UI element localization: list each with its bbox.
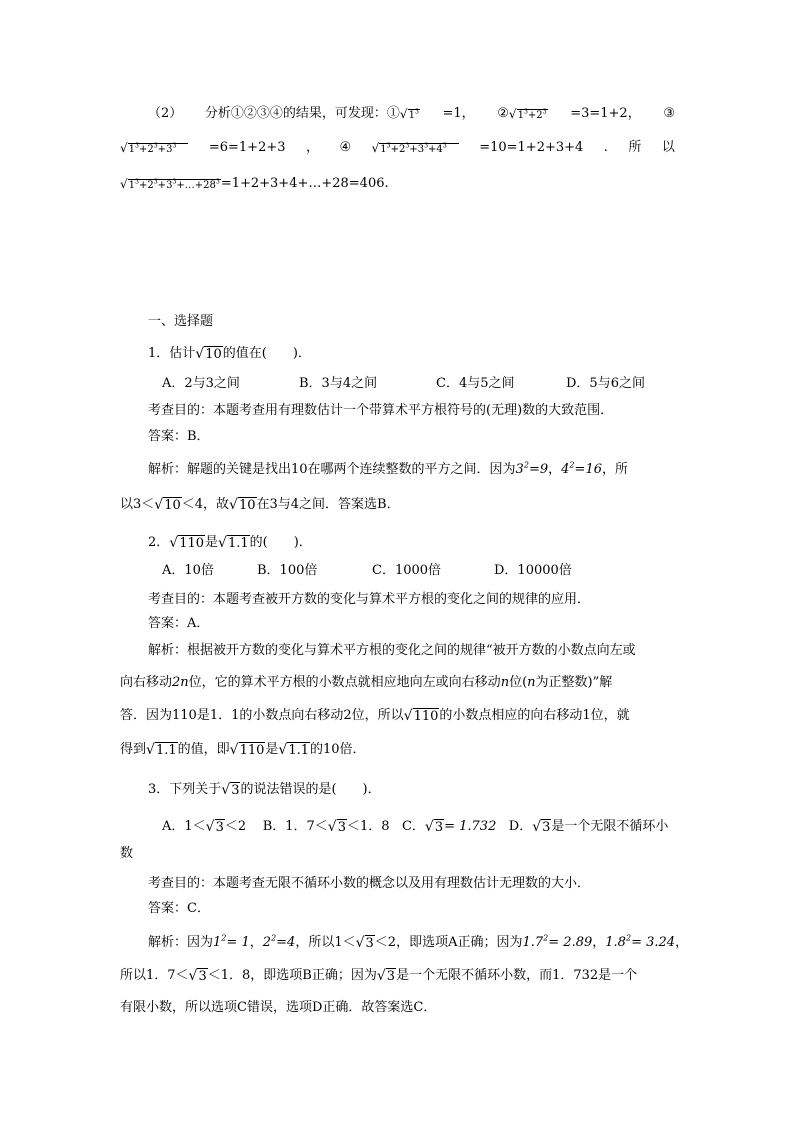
sqrt-3-b: √3: [327, 819, 346, 835]
q3-1-8sq: $1.8^2= 3.24$: [605, 933, 676, 950]
q2-n-b: n: [527, 675, 536, 690]
q2-option-c: C．1000倍: [372, 563, 442, 578]
part2-result: =1+2+3+4+…+28=406.: [220, 176, 389, 191]
q3-1sq: $1^2= 1$: [213, 933, 250, 950]
sqrt-1cubed: $√1^3$: [399, 107, 419, 121]
part2-label: （2）: [148, 106, 183, 121]
q3-1-7sq: $1.7^2= 2.89$: [522, 933, 593, 950]
sqrt-3-g: √3: [376, 968, 396, 984]
section-heading: 一、选择题: [148, 314, 214, 329]
part2-eq4: =10=1+2+3+4: [479, 140, 584, 155]
q1-option-d: D．5与6之间: [566, 376, 645, 391]
q1-3sq: $3^2=9$: [515, 460, 549, 477]
sqrt-10: √10: [195, 346, 222, 362]
q2-explanation-2: 向右移动2n位，它的算术平方根的小数点就相应地向左或向右移动n位(n为正整数)”解: [120, 675, 613, 690]
sqrt-3-d: √3: [532, 819, 551, 835]
sqrt-1-1-b: √1.1: [146, 742, 177, 758]
q2-answer: 答案：A．: [148, 616, 210, 631]
part2-line-3: [120, 174, 675, 196]
sqrt-3-a: √3: [205, 819, 224, 835]
q1-explanation-2: 以3＜√10＜4，故√10在3与4之间．答案选B．: [120, 495, 675, 517]
part2-mark3: ③: [663, 106, 675, 121]
sqrt-sum-2: $√1^3+2^3$: [508, 107, 547, 121]
part2-eq1: =1，: [442, 106, 475, 121]
q3-option-d: D．√3是一个无限不循环小: [509, 819, 669, 834]
q3-explanation-1: 解析：因为$1^2= 1$，$2^2=4$，所以1＜√3＜2，即选项A正确；因为$1.7^2= 2.89$，$1.8^2= 3.24$，: [148, 933, 675, 955]
sqrt-1-1-c: √1.1: [278, 742, 310, 758]
sqrt-3: √3: [221, 782, 240, 798]
q2-options: [162, 561, 675, 583]
q1-stem: 1．估计√10的值在( )．: [148, 344, 675, 366]
q2-explanation-4: 得到√1.1的值，即√110是√1.1的10倍．: [120, 740, 675, 762]
sqrt-110-c: √110: [229, 742, 265, 758]
part2-mark2: $②√1^3+2^3$: [497, 104, 547, 126]
sqrt-sum-4: $√1^3+2^3+3^3+4^3$: [372, 138, 459, 160]
sqrt-1-1: √1.1: [218, 535, 249, 551]
q2-option-d: D．10000倍: [494, 563, 572, 578]
q3-option-c: C．√3= 1.732: [402, 819, 496, 834]
q1-option-a: A．2与3之间: [162, 376, 240, 391]
part2-line-1: [148, 104, 675, 126]
part2-comma: ，: [306, 140, 320, 155]
q1-option-c: C．4与5之间: [436, 376, 515, 391]
q1-options: [162, 374, 675, 396]
q3-answer: 答案：C．: [148, 901, 210, 916]
part2-yi: 以: [661, 140, 675, 155]
q3-option-a: A．1＜√3＜2: [162, 819, 246, 834]
part2-dot: .: [603, 140, 608, 155]
part2-eq3: =6=1+2+3: [208, 140, 286, 155]
q3-explanation-2: 所以1．7＜√3＜1．8，即选项B正确；因为√3是一个无限不循环小数，而1．732是一个: [120, 966, 675, 988]
part2-text: 分析①②③④的结果，可发现：$①√1^3$: [205, 104, 420, 126]
q3-explanation-3: 有限小数，所以选项C错误，选项D正确．故答案选C．: [120, 1000, 437, 1015]
q1-purpose: 考查目的：本题考查用有理数估计一个带算术平方根符号的(无理)数的大致范围．: [148, 403, 614, 418]
q3-option-b: B．1．7＜√3＜1．8: [263, 819, 390, 834]
q2-purpose: 考查目的：本题考查被开方数的变化与算术平方根的变化之间的规律的应用．: [148, 592, 591, 607]
sqrt-3-e: √3: [355, 935, 374, 951]
sqrt-10-b: √10: [154, 497, 181, 513]
sqrt-110-b: √110: [403, 708, 439, 724]
q3-purpose: 考查目的：本题考查无限不循环小数的概念以及用有理数估计无理数的大小．: [148, 876, 591, 891]
sqrt-110: √110: [169, 535, 205, 551]
q1-answer: 答案：B．: [148, 429, 210, 444]
q1-explanation-1: 解析：解题的关键是找出10在哪两个连续整数的平方之间．因为$3^2=9$，$4^2=16$，所: [148, 460, 628, 477]
sqrt-sum-28: $√1^3+2^3+3^3+\dots+28^3$: [120, 177, 220, 191]
q1-option-b: B．3与4之间: [299, 376, 378, 391]
q2-option-a: A．10倍: [162, 563, 214, 578]
sqrt-10-c: √10: [229, 497, 256, 513]
sqrt-3-f: √3: [188, 968, 207, 984]
q2-stem: 2．√110是√1.1的( )．: [148, 533, 675, 555]
q3-stem-continued: 数: [120, 846, 134, 861]
q3-options: [162, 817, 675, 839]
part2-mark4: ④: [339, 140, 352, 155]
part2-suo: 所: [628, 140, 642, 155]
sqrt-3-c: √3: [424, 819, 444, 835]
q2-explanation-3: 答．因为110是1．1的小数点向右移动2位，所以√110的小数点相应的向右移动1位，就: [120, 706, 675, 728]
q2-n: n: [500, 675, 510, 690]
q3-2sq: $2^2=4$: [262, 933, 296, 950]
q1-4sq: $4^2=16$: [561, 460, 602, 477]
q2-2n: 2n: [172, 675, 189, 690]
sqrt-sum-3: $√1^3+2^3+3^3$: [120, 138, 188, 160]
q2-explanation-1: 解析：根据被开方数的变化与算术平方根的变化之间的规律“被开方数的小数点向左或: [148, 643, 636, 658]
q3-stem: 3．下列关于√3的说法错误的是( )．: [148, 780, 675, 802]
part2-eq2: =3=1+2，: [570, 106, 641, 121]
q2-option-b: B．100倍: [257, 563, 318, 578]
part2-line-2: [120, 138, 675, 160]
